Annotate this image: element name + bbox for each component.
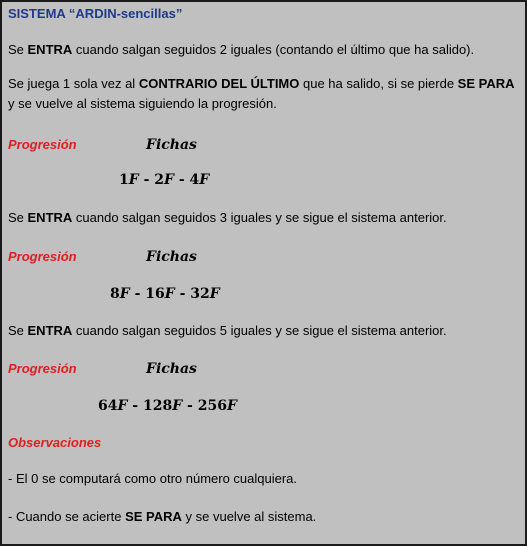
progression-label: Progresión <box>8 361 77 376</box>
rule-entry-5: Se ENTRA cuando salgan seguidos 5 iguales y se sigue el sistema anterior. <box>8 323 447 338</box>
observations-label: Observaciones <box>8 435 102 450</box>
rule-contrary-bet: Se juega 1 sola vez al CONTRARIO DEL ÚLTIMO que ha salido, si se pierde SE PARA y se vuelve al sistema siguiendo la progresión. <box>8 76 515 111</box>
progression-header-1 <box>8 135 519 155</box>
progression-label: Progresión <box>8 137 77 152</box>
progression-sequence-2: 8F - 16F - 32F <box>110 286 220 302</box>
progression-label: Progresión <box>8 249 77 264</box>
progression-sequence-1: 1F - 2F - 4F <box>119 172 210 188</box>
observations-header <box>8 433 519 453</box>
rule-entry-2: Se ENTRA cuando salgan seguidos 2 iguales (contando el último que ha salido). <box>8 42 475 57</box>
progression-sequence-3: 64F - 128F - 256F <box>98 398 237 414</box>
progression-header-3 <box>8 359 519 379</box>
progression-header-2 <box>8 247 519 267</box>
fichas-label: Fichas <box>146 361 197 377</box>
rule-entry-3: Se ENTRA cuando salgan seguidos 3 iguales y se sigue el sistema anterior. <box>8 210 447 225</box>
observation-stop: - Cuando se acierte SE PARA y se vuelve al sistema. <box>8 509 317 524</box>
observation-zero: - El 0 se computará como otro número cualquiera. <box>8 471 298 486</box>
fichas-label: Fichas <box>146 137 197 153</box>
fichas-label: Fichas <box>146 249 197 265</box>
document-title: SISTEMA “ARDIN-sencillas” <box>8 6 183 21</box>
